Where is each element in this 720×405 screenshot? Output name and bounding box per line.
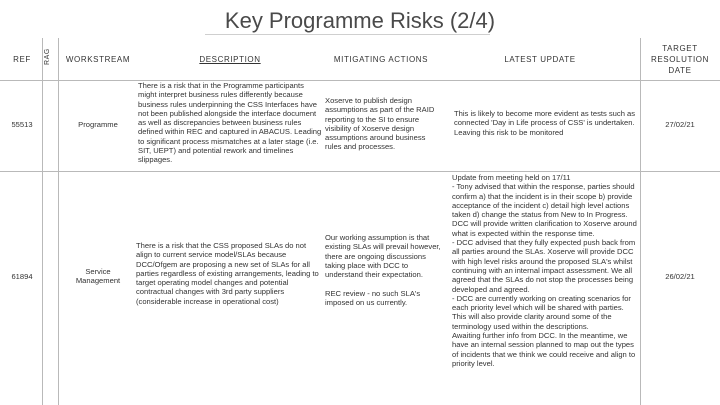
row1-description: There is a risk that in the Programme participants might interpret business rules differently because business rules underpinning the CSS Interfaces have not been published alongside the interface document as well as discrepancies between business rules defined within REC and captured in ABACUS. Leading to significant process mismatches at a later stage (i.e. SIT, UEPT) and potential rework and timelines slippages. [138,81,322,165]
risks-table [0,38,720,405]
header-mitigating-actions: MITIGATING ACTIONS [333,55,429,64]
row2-workstream: Service Management [75,267,121,286]
header-workstream: WORKSTREAM [65,55,131,64]
row2-target-date: 26/02/21 [665,272,695,281]
row1-target-date: 27/02/21 [665,120,695,129]
col-divider [640,38,641,405]
row-divider [0,80,720,81]
row2-latest-update: Update from meeting held on 17/11 - Tony advised that within the response, parties should confirm a) that the incident is in their scope b) provide acceptance of the incident c) detail high level actions taken d) change the status from New to In Progress. DCC will provide written clarification to Xoserve around what is expected within the response time. - DCC advised that they fully expected push back from all parties around the SLAs. Xoserve will provide DCC with high level risks around the proposed SLA's whilst continuing with an internal impact assessment. We all agreed that the SLAs do not stop the processes being developed and agreed. - DCC are currently working on creating scenarios for each priority level which will be shared with parties. This will also provide clarity around some of the terminology used within the descriptions. Awaiting further info from DCC. In the meantime, we have an internal session planned to map out the types of incidents that we think we could receive and align to priority level. [452,173,637,368]
col-divider [42,38,43,405]
header-description: DESCRIPTION [199,55,261,64]
row-divider [0,171,720,172]
header-ref: REF [13,55,31,64]
header-rag: RAG [44,48,51,66]
page-title: Key Programme Risks (2/4) [224,8,496,33]
col-divider [58,38,59,405]
row2-mitigating-actions: Our working assumption is that existing SLAs will prevail however, there are ongoing discussions taking place with DCC to understand their expectation. REC review - no such SLA's imposed on us currently. [325,233,441,308]
row2-description: There is a risk that the CSS proposed SLAs do not align to current service model/SLAs because DCC/Ofgem are proposing a new set of SLAs for all parties regardless of existing arrangements, leading to target operating model changes and potential contractual changes with 3rd party suppliers (considerable increase in operational cost) [136,241,319,306]
row1-workstream: Programme [78,120,118,129]
title-underline [205,34,490,35]
header-target-resolution-date: TARGET RESOLUTION DATE [650,44,709,75]
row1-latest-update: This is likely to become more evident as tests such as connected 'Day in Life process of CSS' is undertaken. Leaving this risk to be monitored [454,109,636,137]
row1-ref: 55513 [11,120,33,129]
row2-ref: 61894 [11,272,33,281]
header-latest-update: LATEST UPDATE [504,55,576,64]
row1-mitigating-actions: Xoserve to publish design assumptions as part of the RAID reporting to the SI to ensure visibility of Xoserve design assumptions around business rules and processes. [325,96,435,152]
